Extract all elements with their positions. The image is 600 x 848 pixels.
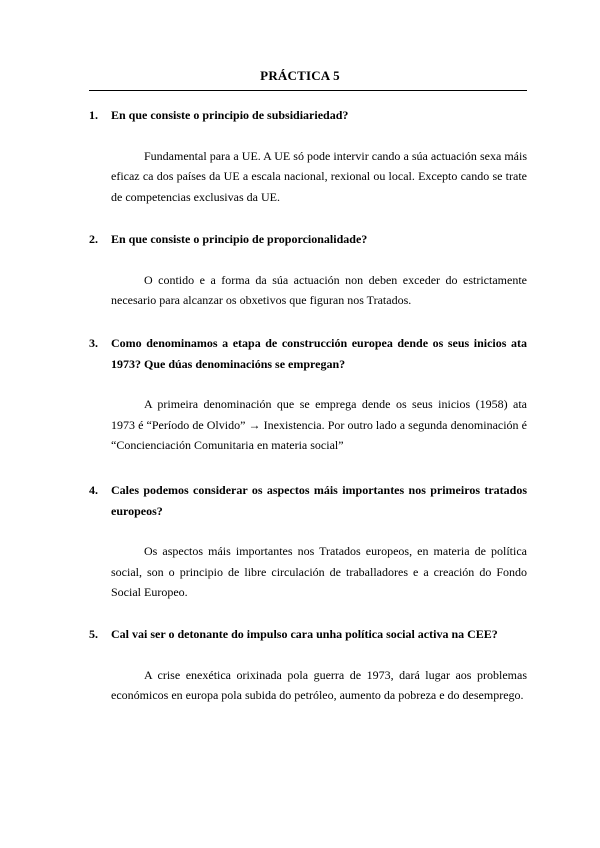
answer-paragraph: A primeira denominación que se emprega dende os seus inicios (1958) ata 1973 é “Período de Olvido” → Inexistencia. Por outro lado a segunda denominación é “Concienciación Comunitaria en materia social”	[111, 397, 527, 452]
answer-paragraph: A crise enexética orixinada pola guerra de 1973, dará lugar aos problemas económicos en europa pola subida do petróleo, aumento da pobreza e do desemprego.	[111, 667, 527, 702]
question-section-3	[89, 333, 527, 456]
question-number: 2.	[89, 232, 98, 246]
question-number: 3.	[89, 336, 98, 350]
question-section-5	[89, 624, 527, 706]
title-divider	[89, 90, 527, 91]
question-number: 4.	[89, 483, 98, 497]
question-heading	[89, 480, 527, 521]
question-section-1	[89, 105, 527, 207]
answer-paragraph: O contido e a forma da súa actuación non deben exceder do estrictamente necesario para alcanzar os obxetivos que figuran nos Tratados.	[111, 272, 527, 307]
question-text: En que consiste o principio de proporcionalidade?	[111, 232, 368, 246]
question-text: Cales podemos considerar os aspectos máis importantes nos primeiros tratados europeos?	[111, 483, 527, 518]
question-heading	[89, 105, 527, 126]
question-number: 5.	[89, 627, 98, 641]
question-heading	[89, 333, 527, 374]
question-heading	[89, 229, 527, 250]
question-number: 1.	[89, 108, 98, 122]
question-section-4	[89, 480, 527, 603]
answer-paragraph: Fundamental para a UE. A UE só pode intervir cando a súa actuación sexa máis eficaz ca dos países da UE a escala nacional, rexional ou local. Excepto cando se trate de competencias exclusivas da UE.	[111, 148, 527, 204]
page-title: PRÁCTICA 5	[260, 68, 340, 83]
question-text: Como denominamos a etapa de construcción europea dende os seus inicios ata 1973? Que dúas denominacións se empregan?	[111, 336, 527, 371]
question-section-2	[89, 229, 527, 311]
question-heading	[89, 624, 527, 645]
answer-paragraph: Os aspectos máis importantes nos Tratados europeos, en materia de política social, son o principio de libre circulación de traballadores e a creación do Fondo Social Europeo.	[111, 544, 527, 599]
question-text: Cal vai ser o detonante do impulso cara unha política social activa na CEE?	[111, 627, 498, 641]
question-text: En que consiste o principio de subsidiariedad?	[111, 108, 349, 122]
